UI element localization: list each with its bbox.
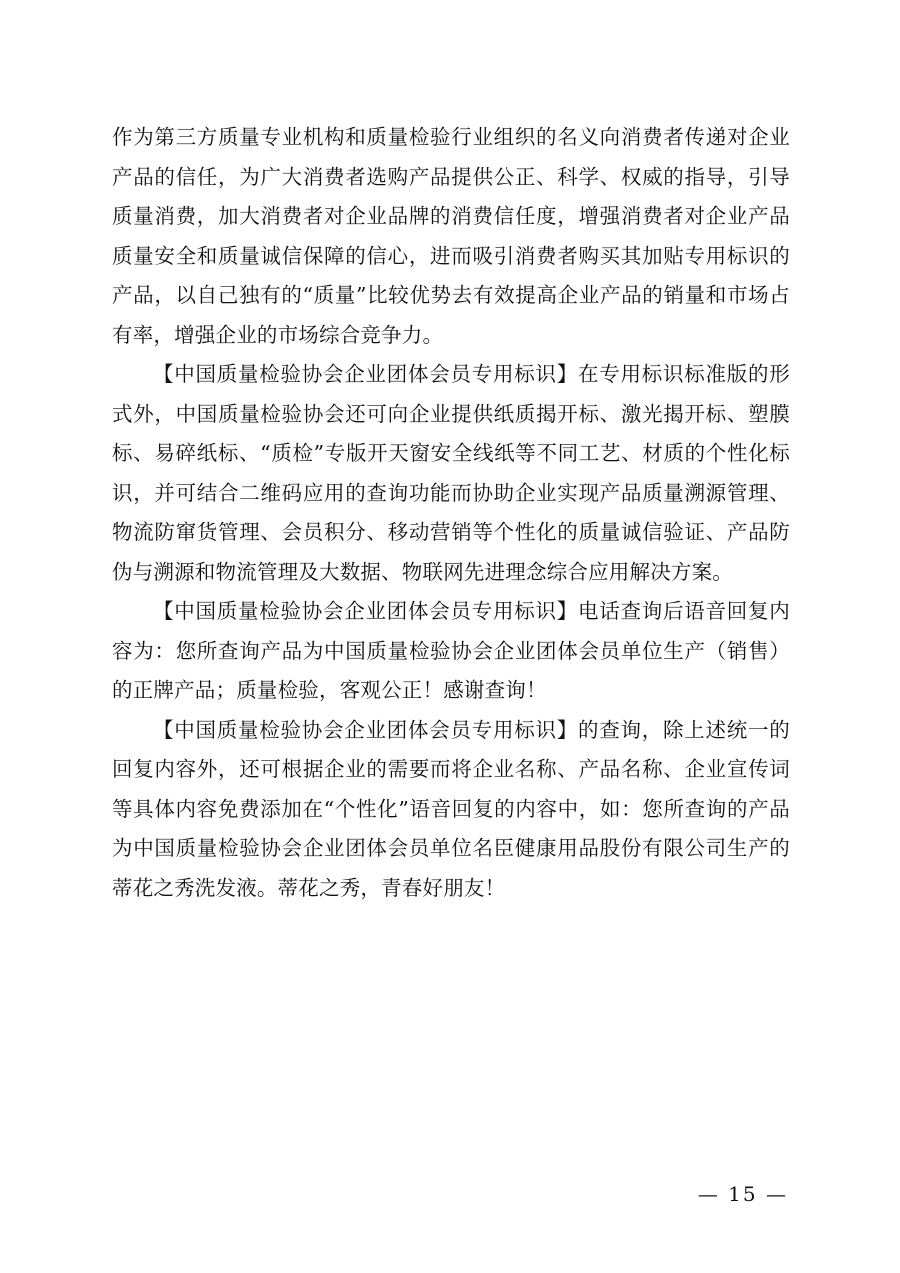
page-footer <box>0 1182 900 1206</box>
paragraph-1: 作为第三方质量专业机构和质量检验行业组织的名义向消费者传递对企业产品的信任，为广大消费者选购产品提供公正、科学、权威的指导，引导质量消费，加大消费者对企业品牌的消费信任度，增强消费者对企业产品质量安全和质量诚信保障的信心，进而吸引消费者购买其加贴专用标识的产品，以自己独有的“质量”比较优势去有效提高企业产品的销量和市场占有率，增强企业的市场综合竞争力。 <box>112 125 790 347</box>
paragraph-2: 【中国质量检验协会企业团体会员专用标识】在专用标识标准版的形式外，中国质量检验协会还可向企业提供纸质揭开标、激光揭开标、塑膜标、易碎纸标、“质检”专版开天窗安全线纸等不同工艺、材质的个性化标识，并可结合二维码应用的查询功能而协助企业实现产品质量溯源管理、物流防窜货管理、会员积分、移动营销等个性化的质量诚信验证、产品防伪与溯源和物流管理及大数据、物联网先进理念综合应用解决方案。 <box>112 362 790 584</box>
page-number: — 15 — <box>697 1182 788 1206</box>
paragraph-3: 【中国质量检验协会企业团体会员专用标识】电话查询后语音回复内容为：您所查询产品为中国质量检验协会企业团体会员单位生产（销售）的正牌产品；质量检验，客观公正！感谢查询！ <box>112 599 790 702</box>
paragraph-4: 【中国质量检验协会企业团体会员专用标识】的查询，除上述统一的回复内容外，还可根据企业的需要而将企业名称、产品名称、企业宣传词等具体内容免费添加在“个性化”语音回复的内容中，如：您所查询的产品为中国质量检验协会企业团体会员单位名臣健康用品股份有限公司生产的蒂花之秀洗发液。蒂花之秀，青春好朋友！ <box>112 717 790 900</box>
document-body <box>112 118 790 908</box>
